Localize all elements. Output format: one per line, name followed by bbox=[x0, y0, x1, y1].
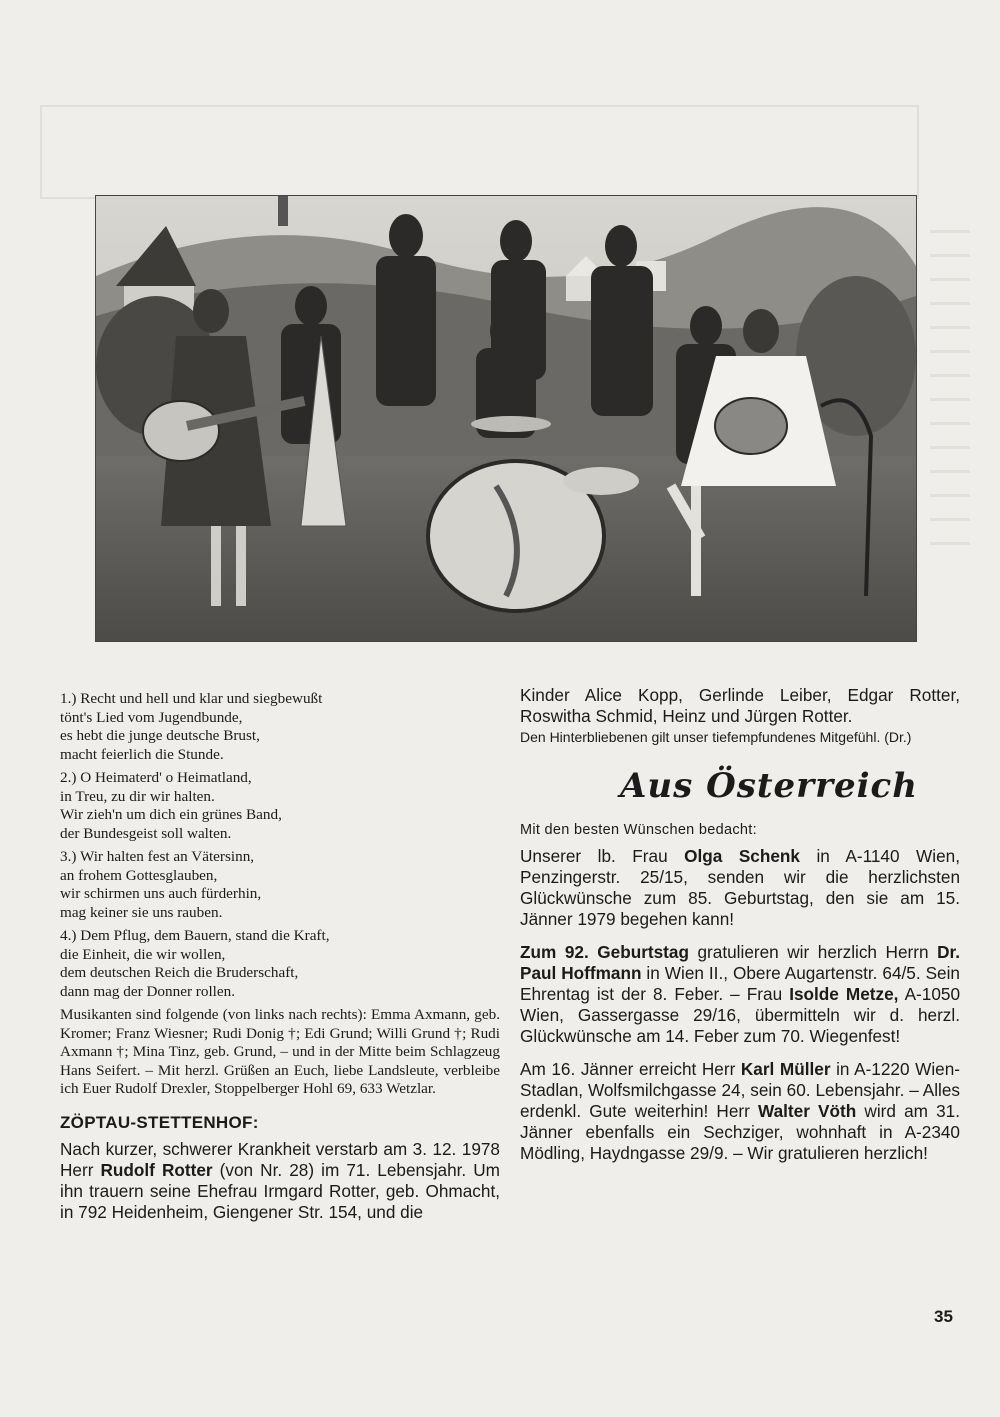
verse-line: mag keiner sie uns rauben. bbox=[60, 903, 223, 921]
verse-4 bbox=[60, 927, 500, 1001]
sympathy-note: Den Hinterbliebenen gilt unser tiefempfundenes Mitgefühl. (Dr.) bbox=[520, 729, 912, 745]
verse-line: der Bundesgeist soll walten. bbox=[60, 824, 232, 842]
greeting-paragraph-2 bbox=[520, 942, 960, 1047]
verse-line: es hebt die junge deutsche Brust, bbox=[60, 727, 260, 744]
verse-line: tönt's Lied vom Jugendbunde, bbox=[60, 708, 243, 726]
left-column bbox=[60, 690, 500, 1223]
verse-line: dem deutschen Reich die Bruderschaft, bbox=[60, 964, 299, 981]
greeting-paragraph-1 bbox=[520, 846, 960, 930]
bleed-through-ghost bbox=[40, 105, 919, 199]
greeting-text: in Wien II., Obere Augartenstr. 64/5. Sein Ehrentag ist der 8. Feber. – Frau bbox=[520, 963, 960, 1004]
austria-heading: Aus Österreich bbox=[620, 766, 918, 806]
greeting-text: in A-1220 Wien-Stadlan, Wolfsmilchgasse 24, sein 60. Lebensjahr. – Alles erdenkl. Gute weiterhin! Herr bbox=[520, 1059, 960, 1121]
verse-2 bbox=[60, 769, 500, 843]
verse-line: in Treu, zu dir wir halten. bbox=[60, 787, 215, 805]
verse-1 bbox=[60, 690, 500, 764]
obituary-name: Rudolf Rotter bbox=[100, 1159, 213, 1180]
page-number: 35 bbox=[934, 1307, 953, 1326]
greeting-text: Unserer lb. Frau bbox=[520, 846, 685, 866]
greeting-lead: Zum 92. Geburtstag bbox=[520, 942, 689, 962]
verse-line: 3.) Wir halten fest an Vätersinn, bbox=[60, 848, 255, 865]
obituary-text: Nach kurzer, schwerer Krankheit verstarb am 3. 12. 1978 Herr bbox=[60, 1138, 500, 1180]
greeting-text: A-1050 Wien, Gassergasse 29/16, übermitteln wir d. herzl. Glückwünsche am 14. Feber zum 70. Wiegenfest! bbox=[520, 984, 961, 1046]
verse-line: die Einheit, die wir wollen, bbox=[60, 945, 226, 963]
verse-line: 1.) Recht und hell und klar und siegbewußt bbox=[60, 690, 323, 707]
verse-line: dann mag der Donner rollen. bbox=[60, 982, 236, 1000]
right-column bbox=[520, 685, 960, 1176]
musicians-paragraph: Musikanten sind folgende (von links nach rechts): Emma Axmann, geb. Kromer; Franz Wiesner; Rudi Donig †; Edi Grund; Willi Grund †; Rudi Axmann †; Mina Tinz, geb. Grund, – und in der Mitte beim Schlagzeug Hans Seifert. – Mit herzl. Grüßen an Euch, liebe Landsleute, verbleibe ich Euer Rudolf Drexler, Stoppelberger Hohl 69, 633 Wetzlar. bbox=[60, 1006, 500, 1097]
obituary-continuation: Kinder Alice Kopp, Gerlinde Leiber, Edgar Rotter, Roswitha Schmid, Heinz und Jürgen Rotter. bbox=[520, 685, 960, 726]
person-name: Karl Müller bbox=[740, 1059, 831, 1079]
greeting-text: Am 16. Jänner erreicht Herr bbox=[520, 1059, 741, 1079]
verse-line: wir schirmen uns auch fürderhin, bbox=[60, 885, 262, 902]
section-heading-zoeptau: ZÖPTAU-STETTENHOF: bbox=[60, 1112, 259, 1132]
greeting-text: wird am 31. Jänner ebenfalls ein Sechziger, wohnhaft in A-2340 Mödling, Haydngasse 29/9. – Wir gratulieren herzlich! bbox=[520, 1101, 960, 1163]
obituary-text: (von Nr. 28) im 71. Lebensjahr. Um ihn trauern seine Ehefrau Irmgard Rotter, geb. Ohmacht, in 792 Heidenheim, Giengener Str. 154, und die bbox=[60, 1159, 500, 1222]
obituary-paragraph bbox=[60, 1139, 500, 1223]
verse-line: macht feierlich die Stunde. bbox=[60, 745, 224, 763]
person-name: Olga Schenk bbox=[684, 846, 800, 866]
greeting-paragraph-3 bbox=[520, 1059, 960, 1164]
verse-line: 2.) O Heimaterd' o Heimatland, bbox=[60, 769, 252, 786]
person-name: Dr. Paul Hoffmann bbox=[520, 942, 960, 983]
verse-line: an frohem Gottesglauben, bbox=[60, 866, 218, 884]
verse-3 bbox=[60, 848, 500, 922]
person-name: Isolde Metze, bbox=[789, 984, 899, 1004]
greeting-text: gratulieren wir herzlich Herrn bbox=[688, 942, 938, 962]
photo-illustration bbox=[96, 196, 916, 641]
band-photograph bbox=[95, 195, 917, 642]
greeting-text: in A-1140 Wien, Penzingerstr. 25/15, senden wir die herzlichsten Glückwünsche zum 85. Geburtstag, den sie am 15. Jänner 1979 begehen kann! bbox=[520, 846, 960, 929]
verse-line: Wir zieh'n um dich ein grünes Band, bbox=[60, 806, 282, 823]
verse-line: 4.) Dem Pflug, dem Bauern, stand die Kraft, bbox=[60, 927, 330, 944]
bleed-through-ghost-right bbox=[930, 230, 970, 560]
person-name: Walter Vöth bbox=[758, 1101, 857, 1121]
austria-subheading: Mit den besten Wünschen bedacht: bbox=[520, 822, 757, 838]
